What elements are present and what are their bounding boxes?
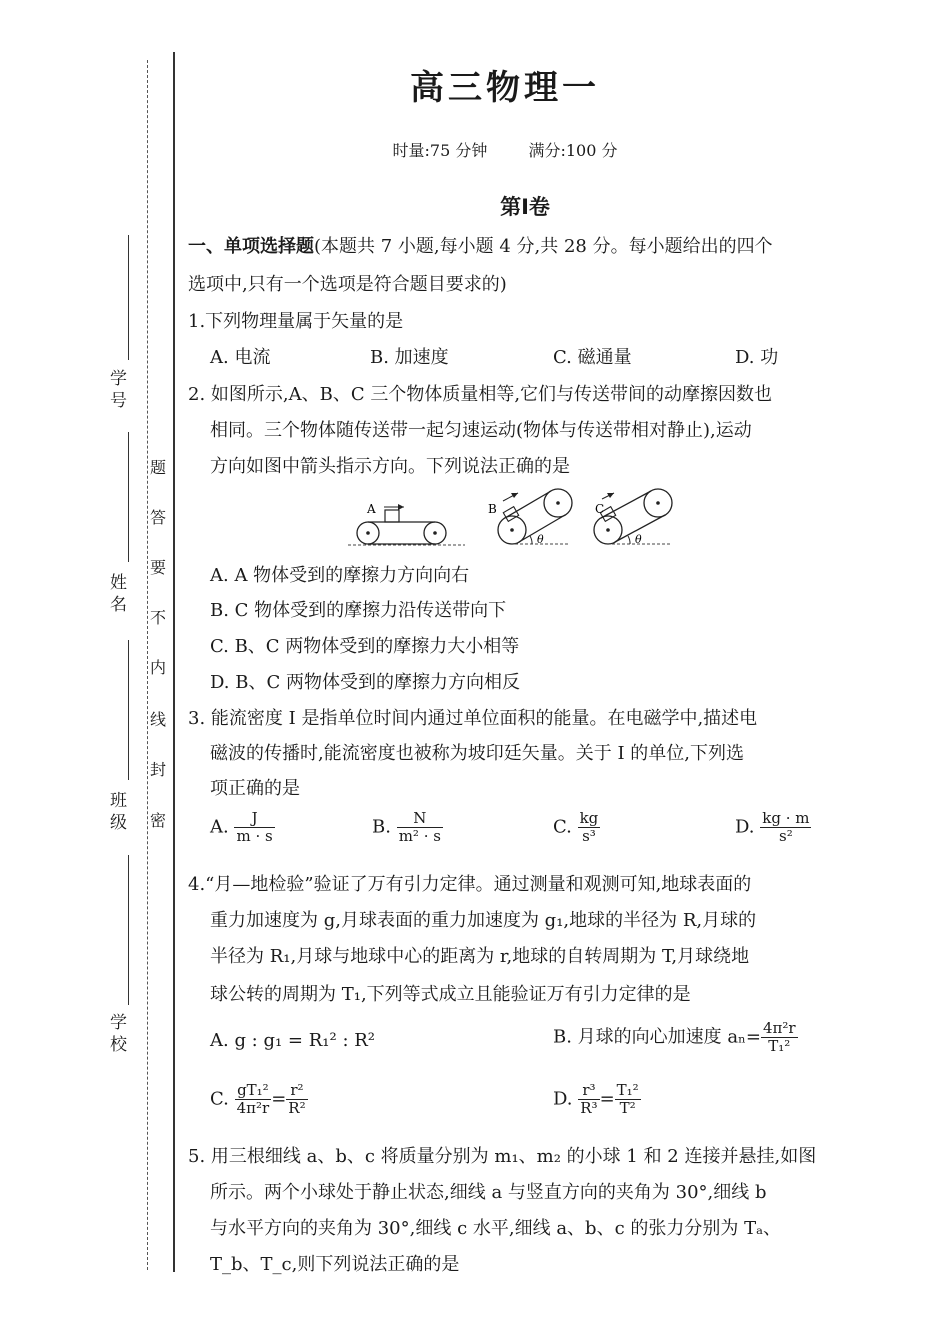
exam-full-score: 满分:100 分 <box>528 141 618 160</box>
q3-c-label: C. <box>553 816 572 838</box>
q3-option-d <box>735 810 811 845</box>
q4-c-rden: R² <box>288 1099 306 1117</box>
q3-b-num: N <box>397 810 443 828</box>
q4-option-d <box>553 1082 641 1117</box>
q3-d-num: kg · m <box>762 809 810 827</box>
q2-option-a: A. A 物体受到的摩擦力方向向右 <box>210 565 470 586</box>
q4-d-equals: = <box>599 1088 615 1110</box>
q3-c-den: s³ <box>582 827 596 845</box>
seal-char: 线 <box>150 710 167 729</box>
q4-b-text: B. 月球的向心加速度 aₙ= <box>553 1026 761 1048</box>
q3-c-num: kg <box>579 809 599 827</box>
q3-c-fraction <box>578 810 601 845</box>
q4-stem-line: 球公转的周期为 T₁,下列等式成立且能验证万有引力定律的是 <box>210 984 691 1005</box>
name-label: 姓 名 <box>110 573 144 615</box>
fig-theta-b: θ <box>537 533 544 546</box>
q3-d-fraction <box>760 810 811 845</box>
q4-c-left-fraction <box>235 1082 272 1117</box>
q1-option-b: B. 加速度 <box>370 347 449 368</box>
q3-option-b <box>372 810 443 845</box>
q1-option-d: D. 功 <box>735 347 779 368</box>
q3-stem-line: 磁波的传播时,能流密度也被称为坡印廷矢量。关于 I 的单位,下列选 <box>210 743 744 764</box>
q5-stem-line: T_b、T_c,则下列说法正确的是 <box>210 1254 460 1275</box>
q4-d-rden: T² <box>619 1099 636 1117</box>
seal-char: 封 <box>150 760 167 779</box>
fig-theta-c: θ <box>635 533 642 546</box>
q4-c-right-fraction <box>286 1082 307 1117</box>
q3-a-den: m · s <box>236 827 273 845</box>
q4-c-rnum: r² <box>286 1082 307 1100</box>
q4-c-den: 4π²r <box>236 1099 270 1117</box>
q1-option-c: C. 磁通量 <box>553 347 632 368</box>
q3-b-den: m² · s <box>398 827 441 845</box>
fig-label-c: C <box>595 502 605 516</box>
q2-stem-line: 2. 如图所示,A、B、C 三个物体质量相等,它们与传送带间的动摩擦因数也 <box>188 384 773 405</box>
q4-option-a: A. g : g₁ = R₁² : R² <box>210 1030 375 1051</box>
q4-d-right-fraction <box>615 1082 641 1117</box>
q2-stem-line: 相同。三个物体随传送带一起匀速运动(物体与传送带相对静止),运动 <box>210 420 752 441</box>
conveyor-incline-c <box>594 489 672 544</box>
q4-b-num: 4π²r <box>763 1019 796 1037</box>
q3-b-label: B. <box>372 816 391 838</box>
q4-d-num: r³ <box>578 1082 599 1100</box>
section-heading-bold: 一、单项选择题 <box>188 236 314 257</box>
school-label: 学 校 <box>110 1013 144 1055</box>
q4-d-den: R³ <box>580 1099 598 1117</box>
seal-char: 不 <box>150 608 167 627</box>
q4-stem-line: 4.“月—地检验”验证了万有引力定律。通过测量和观测可知,地球表面的 <box>188 874 752 895</box>
q3-option-a <box>210 810 275 845</box>
q3-d-den: s² <box>779 827 793 845</box>
student-id-label: 学 号 <box>110 369 144 411</box>
seal-char: 要 <box>150 558 167 577</box>
section-heading-rest: (本题共 7 小题,每小题 4 分,共 28 分。每小题给出的四个 <box>314 236 773 257</box>
q5-stem-line: 所示。两个小球处于静止状态,细线 a 与竖直方向的夹角为 30°,细线 b <box>210 1182 767 1203</box>
fig-label-b: B <box>488 502 497 516</box>
q5-stem-line: 5. 用三根细线 a、b、c 将质量分别为 m₁、m₂ 的小球 1 和 2 连接并悬挂,如图 <box>188 1146 817 1167</box>
class-label: 班 级 <box>110 791 144 833</box>
q3-d-label: D. <box>735 816 755 838</box>
seal-char: 密 <box>150 811 167 830</box>
exam-time: 时量:75 分钟 <box>392 141 488 160</box>
seal-char: 答 <box>150 508 167 527</box>
q4-c-label: C. <box>210 1088 229 1110</box>
conveyor-incline-b <box>498 489 572 544</box>
volume-heading: 第Ⅰ卷 <box>500 195 550 219</box>
q3-b-fraction <box>397 810 443 845</box>
q4-option-b <box>553 1020 798 1055</box>
q4-d-rnum: T₁² <box>616 1081 639 1099</box>
q3-a-label: A. <box>210 816 229 838</box>
q4-d-left-fraction <box>578 1082 599 1117</box>
school-blank <box>128 855 129 1005</box>
q2-stem-line: 方向如图中箭头指示方向。下列说法正确的是 <box>210 456 570 477</box>
q1-option-a: A. 电流 <box>210 347 271 368</box>
q2-option-b: B. C 物体受到的摩擦力沿传送带向下 <box>210 600 507 621</box>
margin-rule <box>173 52 175 1272</box>
q3-a-fraction <box>234 810 274 845</box>
seal-char: 内 <box>150 658 167 677</box>
q4-c-num: gT₁² <box>235 1082 272 1100</box>
q4-b-den: T₁² <box>768 1037 791 1055</box>
q4-option-c <box>210 1082 308 1117</box>
section-heading-line2: 选项中,只有一个选项是符合题目要求的) <box>188 274 507 295</box>
q4-stem-line: 半径为 R₁,月球与地球中心的距离为 r,地球的自转周期为 T,月球绕地 <box>210 946 750 967</box>
binding-dashed-line <box>147 60 148 1270</box>
name-blank <box>128 432 129 562</box>
q3-a-num: J <box>234 810 274 828</box>
class-blank <box>128 640 129 780</box>
q3-stem-line: 项正确的是 <box>210 778 300 799</box>
seal-char: 题 <box>150 458 167 477</box>
fig-label-a: A <box>367 502 376 516</box>
section-heading <box>188 232 773 258</box>
q1-stem: 1.下列物理量属于矢量的是 <box>188 311 404 332</box>
q2-option-c: C. B、C 两物体受到的摩擦力大小相等 <box>210 636 520 657</box>
q2-option-d: D. B、C 两物体受到的摩擦力方向相反 <box>210 672 520 693</box>
q3-option-c <box>553 810 600 845</box>
q4-b-fraction <box>761 1020 798 1055</box>
student-id-blank <box>128 235 129 360</box>
q5-stem-line: 与水平方向的夹角为 30°,细线 c 水平,细线 a、b、c 的张力分别为 Tₐ、 <box>210 1218 782 1239</box>
exam-meta <box>175 138 835 161</box>
q4-d-label: D. <box>553 1088 573 1110</box>
q2-conveyor-figure <box>340 485 700 557</box>
q4-stem-line: 重力加速度为 g,月球表面的重力加速度为 g₁,地球的半径为 R,月球的 <box>210 910 757 931</box>
q4-c-equals: = <box>271 1088 287 1110</box>
conveyor-horizontal <box>348 504 465 545</box>
q3-stem-line: 3. 能流密度 I 是指单位时间内通过单位面积的能量。在电磁学中,描述电 <box>188 708 758 729</box>
exam-title: 高三物理一 <box>410 68 600 108</box>
